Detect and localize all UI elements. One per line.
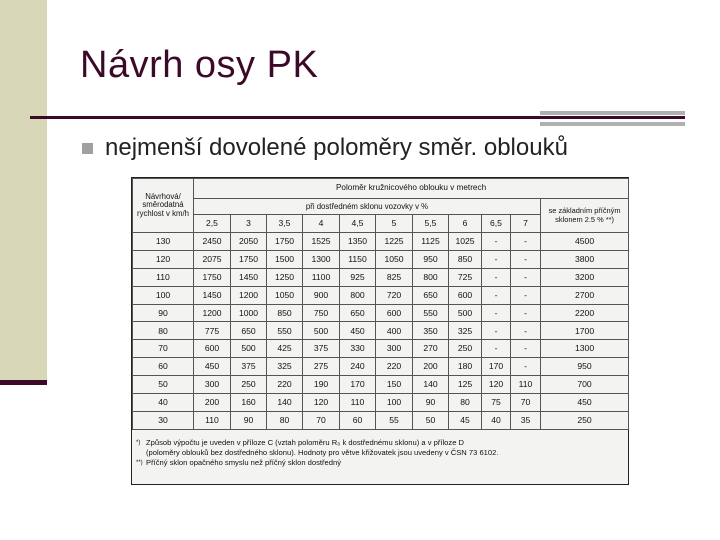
radius-cell: 650 (413, 286, 449, 304)
header-slope-cell: 4 (303, 215, 340, 233)
radius-cell: 200 (194, 394, 231, 412)
radius-cell: - (511, 322, 541, 340)
radius-cell: 375 (231, 358, 267, 376)
note-text: (poloměry oblouků bez dostředného sklonu). Hodnoty pro větve křižovatek jsou uvedeny v ČSN 73 6102. (146, 448, 499, 457)
radius-cell: - (511, 250, 541, 268)
radius-cell: - (511, 304, 541, 322)
table-row (133, 358, 629, 376)
radius-cell: - (511, 268, 541, 286)
radius-cell: 500 (449, 304, 482, 322)
radius-cell: 1025 (449, 233, 482, 251)
bullet-item (82, 134, 568, 162)
radius-cell: 720 (376, 286, 413, 304)
table-row (133, 286, 629, 304)
radius-cell: 600 (449, 286, 482, 304)
radius-cell: 650 (231, 322, 267, 340)
note-line (136, 438, 624, 448)
speed-cell: 60 (133, 358, 194, 376)
bullet-square-icon (82, 143, 93, 154)
radius-cell: 80 (267, 411, 303, 429)
radius-cell: - (482, 268, 511, 286)
header-radius-group: Poloměr kružnicového oblouku v metrech (194, 179, 629, 199)
header-slope-cell: 5 (376, 215, 413, 233)
radius-cell: 40 (482, 411, 511, 429)
radius-cell: 180 (449, 358, 482, 376)
radius-cell: 600 (376, 304, 413, 322)
radius-cell: 200 (413, 358, 449, 376)
speed-cell: 80 (133, 322, 194, 340)
radius-cell: - (511, 233, 541, 251)
radius-cell: 90 (413, 394, 449, 412)
radius-cell: 220 (376, 358, 413, 376)
radius-cell: - (482, 340, 511, 358)
base-radius-cell: 450 (541, 394, 629, 412)
header-speed: Návrhová/ směrodatná rychlost v km/h (133, 179, 194, 233)
radius-cell: 300 (194, 376, 231, 394)
slide-title: Návrh osy PK (80, 44, 319, 86)
radius-cell: 600 (194, 340, 231, 358)
radius-cell: 725 (449, 268, 482, 286)
header-slope-cell: 3,5 (267, 215, 303, 233)
radius-cell: 90 (231, 411, 267, 429)
radius-cell: 250 (231, 376, 267, 394)
table-row (133, 411, 629, 429)
radius-cell: 120 (482, 376, 511, 394)
radius-cell: 1450 (231, 268, 267, 286)
radius-cell: 850 (449, 250, 482, 268)
radius-cell: - (482, 250, 511, 268)
radius-cell: 220 (267, 376, 303, 394)
speed-cell: 90 (133, 304, 194, 322)
radius-cell: 2450 (194, 233, 231, 251)
radius-cell: 330 (340, 340, 376, 358)
table-row (133, 376, 629, 394)
radius-cell: 70 (511, 394, 541, 412)
radius-cell: 1750 (231, 250, 267, 268)
radius-cell: 800 (413, 268, 449, 286)
note-text: Příčný sklon opačného smyslu než příčný sklon dostředný (146, 458, 342, 467)
radius-cell: 1250 (267, 268, 303, 286)
speed-cell: 70 (133, 340, 194, 358)
speed-cell: 100 (133, 286, 194, 304)
radius-cell: 45 (449, 411, 482, 429)
radius-cell: 2050 (231, 233, 267, 251)
base-radius-cell: 250 (541, 411, 629, 429)
radius-cell: 1000 (231, 304, 267, 322)
radius-cell: 1150 (340, 250, 376, 268)
radius-cell: 80 (449, 394, 482, 412)
header-slope-cell: 5,5 (413, 215, 449, 233)
radius-cell: 1225 (376, 233, 413, 251)
radius-cell: 1050 (267, 286, 303, 304)
table-row (133, 304, 629, 322)
radius-cell: 850 (267, 304, 303, 322)
header-slope-cell: 6,5 (482, 215, 511, 233)
bullet-text: nejmenší dovolené poloměry směr. oblouků (105, 134, 568, 161)
header-slope-cell: 6 (449, 215, 482, 233)
radius-cell: 170 (482, 358, 511, 376)
radius-cell: - (482, 304, 511, 322)
radius-cell: 170 (340, 376, 376, 394)
radius-cell: 110 (340, 394, 376, 412)
radius-cell: 1100 (303, 268, 340, 286)
radius-cell: - (511, 286, 541, 304)
radius-cell: 325 (267, 358, 303, 376)
title-rule-accent-top (540, 111, 685, 115)
note-mark: **) (136, 460, 143, 466)
radius-cell: 250 (449, 340, 482, 358)
title-rule (30, 116, 685, 119)
table-row (133, 233, 629, 251)
radius-cell: 550 (413, 304, 449, 322)
radius-cell: 100 (376, 394, 413, 412)
radius-cell: 160 (231, 394, 267, 412)
header-slope-cell: 3 (231, 215, 267, 233)
speed-cell: 40 (133, 394, 194, 412)
radius-cell: 75 (482, 394, 511, 412)
left-decor-band (0, 0, 47, 380)
base-radius-cell: 3200 (541, 268, 629, 286)
radius-cell: 400 (376, 322, 413, 340)
note-text: Způsob výpočtu je uveden v příloze C (vztah poloměru R₀ k dostřednému sklonu) a v příloze D (146, 438, 465, 447)
radius-cell: 110 (194, 411, 231, 429)
radius-cell: - (511, 340, 541, 358)
radius-cell: 425 (267, 340, 303, 358)
radius-cell: 500 (231, 340, 267, 358)
base-radius-cell: 950 (541, 358, 629, 376)
radius-cell: 375 (303, 340, 340, 358)
radius-cell: 800 (340, 286, 376, 304)
radius-cell: 1500 (267, 250, 303, 268)
radius-cell: 550 (267, 322, 303, 340)
radius-cell: 900 (303, 286, 340, 304)
base-radius-cell: 4500 (541, 233, 629, 251)
radius-cell: - (482, 322, 511, 340)
table-row (133, 322, 629, 340)
radius-cell: 775 (194, 322, 231, 340)
radius-cell: 1125 (413, 233, 449, 251)
radius-cell: 825 (376, 268, 413, 286)
radius-cell: 300 (376, 340, 413, 358)
note-mark: *) (136, 440, 141, 446)
radius-cell: 1300 (303, 250, 340, 268)
base-radius-cell: 1300 (541, 340, 629, 358)
radius-cell: 60 (340, 411, 376, 429)
radius-cell: 125 (449, 376, 482, 394)
header-slope-cell: 2,5 (194, 215, 231, 233)
speed-cell: 120 (133, 250, 194, 268)
radius-cell: 950 (413, 250, 449, 268)
radius-cell: 1050 (376, 250, 413, 268)
radius-cell: 55 (376, 411, 413, 429)
radius-cell: - (482, 286, 511, 304)
radius-cell: - (511, 358, 541, 376)
note-line (136, 458, 624, 468)
title-rule-accent-bottom (540, 122, 685, 126)
radius-cell: 70 (303, 411, 340, 429)
radius-cell: 350 (413, 322, 449, 340)
speed-cell: 130 (133, 233, 194, 251)
radius-cell: 35 (511, 411, 541, 429)
radius-cell: 110 (511, 376, 541, 394)
base-radius-cell: 1700 (541, 322, 629, 340)
radius-cell: 650 (340, 304, 376, 322)
base-radius-cell: 2200 (541, 304, 629, 322)
radius-cell: 925 (340, 268, 376, 286)
radius-cell: 140 (413, 376, 449, 394)
radius-cell: 750 (303, 304, 340, 322)
base-radius-cell: 3800 (541, 250, 629, 268)
radius-cell: 1200 (194, 304, 231, 322)
left-decor-line (0, 380, 47, 385)
header-base-slope: se základním příčným sklonem 2.5 % **) (541, 199, 629, 233)
radius-cell: 2075 (194, 250, 231, 268)
radius-cell: 1350 (340, 233, 376, 251)
header-slope-cell: 7 (511, 215, 541, 233)
radius-cell: 1750 (194, 268, 231, 286)
radius-cell: 270 (413, 340, 449, 358)
radius-cell: 50 (413, 411, 449, 429)
radius-cell: 1525 (303, 233, 340, 251)
base-radius-cell: 2700 (541, 286, 629, 304)
radius-table (132, 178, 629, 430)
speed-cell: 30 (133, 411, 194, 429)
radius-cell: 275 (303, 358, 340, 376)
table-row (133, 268, 629, 286)
radius-cell: 140 (267, 394, 303, 412)
speed-cell: 50 (133, 376, 194, 394)
note-mark (136, 448, 146, 458)
base-radius-cell: 700 (541, 376, 629, 394)
table-notes (136, 438, 624, 468)
speed-cell: 110 (133, 268, 194, 286)
radius-cell: 240 (340, 358, 376, 376)
note-line (136, 448, 624, 458)
radius-cell: 150 (376, 376, 413, 394)
scanned-table-image (131, 177, 629, 485)
table-row (133, 250, 629, 268)
table-row (133, 394, 629, 412)
radius-cell: 120 (303, 394, 340, 412)
radius-cell: - (482, 233, 511, 251)
radius-cell: 1200 (231, 286, 267, 304)
header-slope-group: při dostředném sklonu vozovky v % (194, 199, 541, 215)
radius-cell: 450 (194, 358, 231, 376)
radius-cell: 450 (340, 322, 376, 340)
radius-cell: 190 (303, 376, 340, 394)
header-slope-cell: 4,5 (340, 215, 376, 233)
table-row (133, 340, 629, 358)
radius-cell: 325 (449, 322, 482, 340)
radius-cell: 1750 (267, 233, 303, 251)
radius-cell: 1450 (194, 286, 231, 304)
radius-cell: 500 (303, 322, 340, 340)
